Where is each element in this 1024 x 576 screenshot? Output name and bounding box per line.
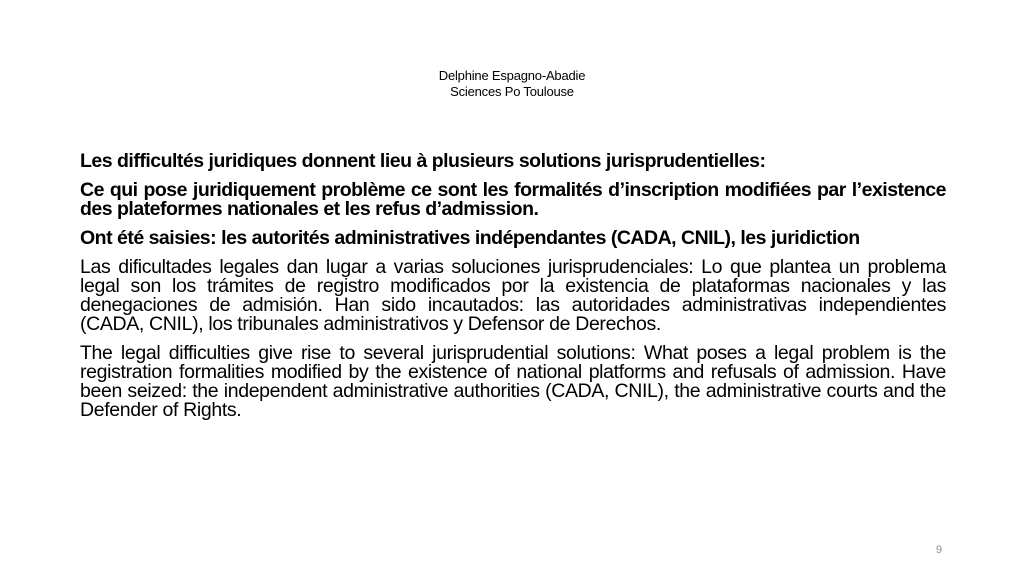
institution-name: Sciences Po Toulouse xyxy=(450,84,574,99)
page-number: 9 xyxy=(936,544,943,556)
paragraph-seized-fr: Ont été saisies: les autorités administratives indépendantes (CADA, CNIL), les juridiction xyxy=(80,229,860,248)
slide-header xyxy=(0,68,1024,100)
paragraph-translation-es: Las dificultades legales dan lugar a varias soluciones jurisprudenciales: Lo que plantea un problema legal son los trámites de registro modificados por la existencia de plataformas nacionales y las denegaciones de admisión. Han sido incautados: las autoridades administrativas independientes (CADA, CNIL), los tribunales administrativos y Defensor de Derechos. xyxy=(80,256,946,335)
paragraph-intro-fr: Les difficultés juridiques donnent lieu à plusieurs solutions jurisprudentielles: xyxy=(80,150,766,172)
author-name: Delphine Espagno-Abadie xyxy=(438,68,586,83)
paragraph-problem-fr: Ce qui pose juridiquement problème ce sont les formalités d’inscription modifiées par l’existence des plateformes nationales et les refus d’admission. xyxy=(80,179,946,220)
slide-body xyxy=(80,152,946,430)
paragraph-translation-en: The legal difficulties give rise to several jurisprudential solutions: What poses a legal problem is the registration formalities modified by the existence of national platforms and refusals of admission. Have been seized: the independent administrative authorities (CADA, CNIL), the administrative courts and the Defender of Rights. xyxy=(80,342,946,421)
